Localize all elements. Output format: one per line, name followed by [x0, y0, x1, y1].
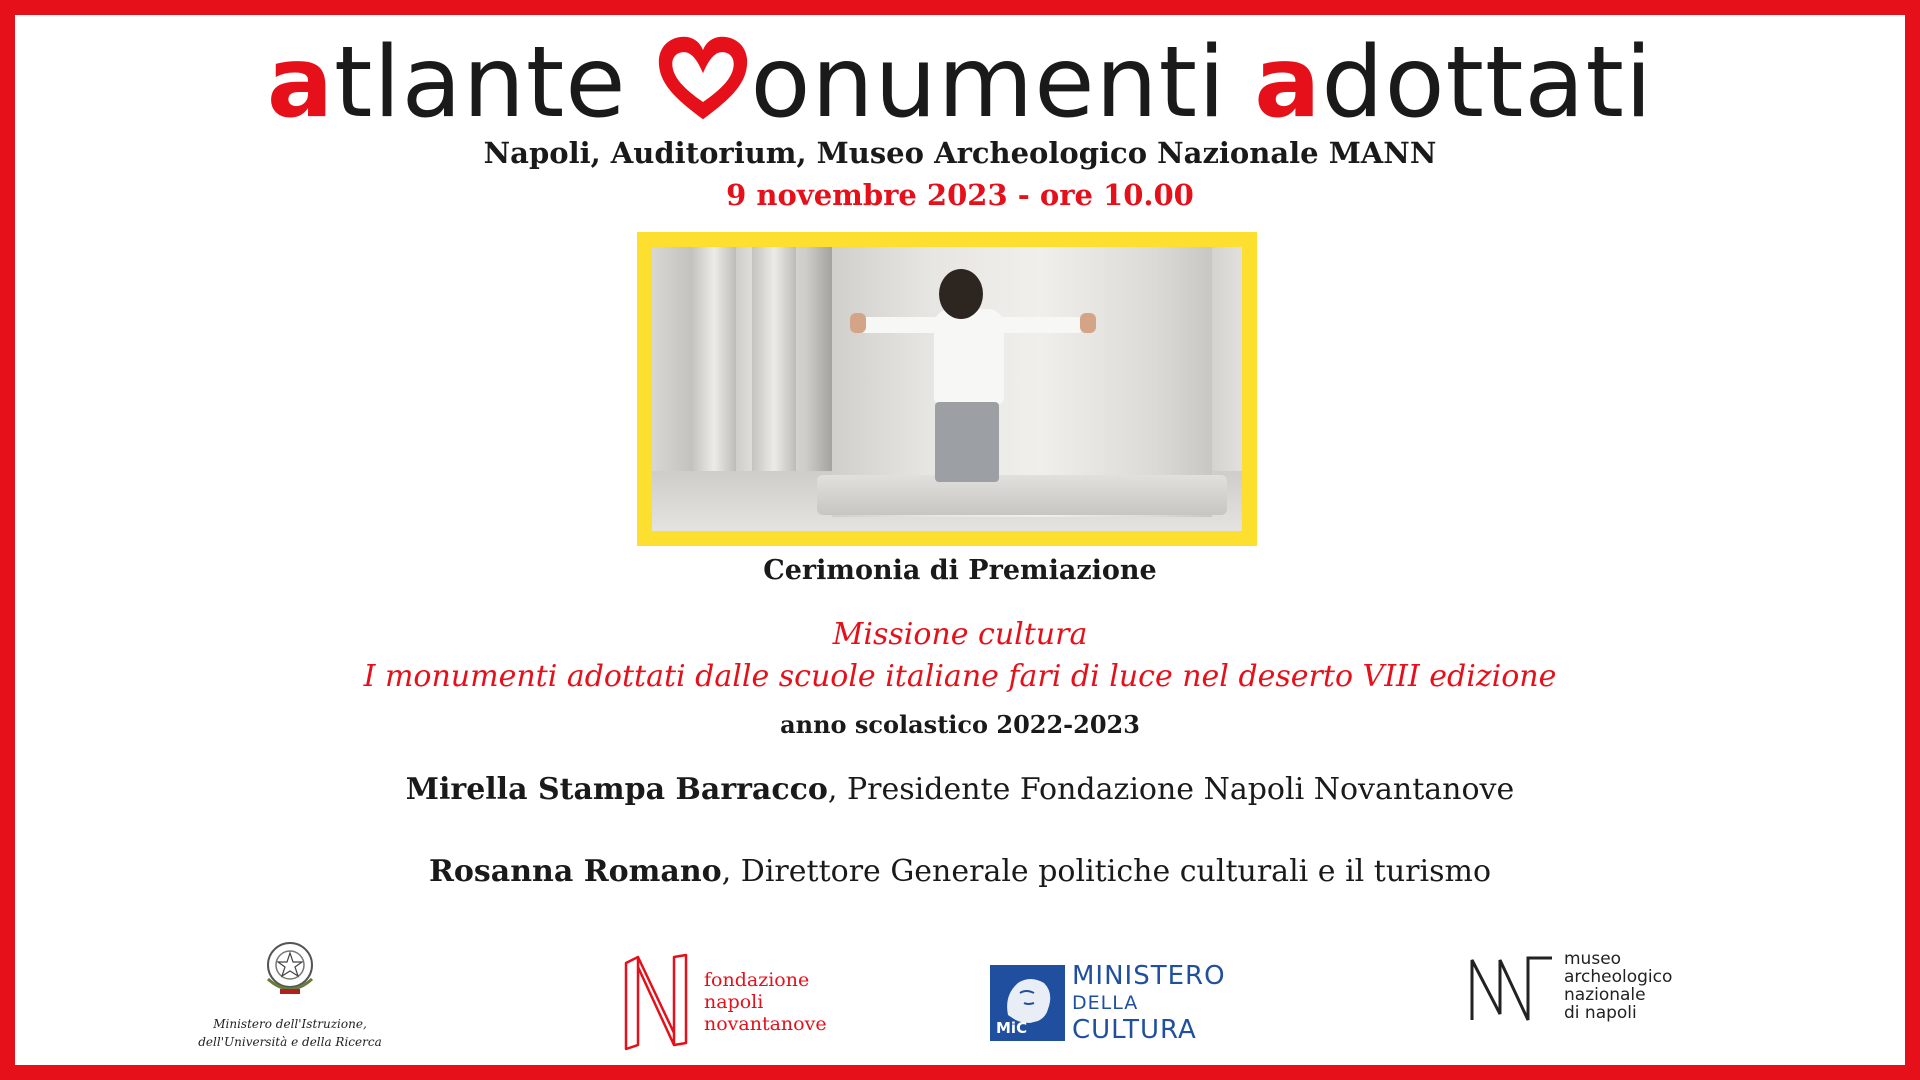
heart-m-icon	[655, 34, 751, 122]
fnn-line-3: novantanove	[704, 1013, 827, 1035]
column-base	[817, 475, 1227, 515]
title-initial-a2: a	[1254, 26, 1322, 140]
child-hand	[850, 313, 866, 333]
background-pillar	[752, 247, 796, 487]
speaker-name: Rosanna Romano	[428, 854, 722, 889]
mann-line-2: archeologico	[1564, 967, 1673, 987]
fnn-n-mark-icon	[622, 953, 692, 1053]
title-word-adottati: dottati	[1321, 26, 1654, 140]
mic-line-3: CULTURA	[1072, 1015, 1197, 1045]
child-body	[934, 309, 1004, 404]
mic-line-1: MINISTERO	[1072, 961, 1226, 991]
mic-line-2: DELLA	[1072, 992, 1139, 1014]
mission-line-1: Missione cultura	[832, 617, 1088, 652]
title-word-atlante: tlante	[334, 26, 627, 140]
fnn-line-2: napoli	[704, 991, 764, 1013]
child-legs	[935, 402, 999, 482]
title-initial-a: a	[266, 26, 334, 140]
mission-block	[0, 614, 1920, 698]
speaker-1	[0, 772, 1920, 807]
ceremony-title: Cerimonia di Premiazione	[763, 555, 1157, 586]
speaker-role: , Direttore Generale politiche culturali e il turismo	[721, 854, 1492, 889]
date-line: 9 novembre 2023 - ore 10.00	[726, 178, 1194, 212]
miur-line-2: dell'Università e della Ricerca	[198, 1035, 382, 1049]
fondazione-napoli-novantanove-logo	[622, 953, 842, 1053]
mic-badge	[990, 965, 1065, 1041]
miur-line-1: Ministero dell'Istruzione,	[213, 1017, 367, 1031]
child-hugging-column-image	[652, 247, 1242, 531]
background-pillar	[692, 247, 736, 487]
event-title	[0, 28, 1920, 138]
school-year: anno scolastico 2022-2023	[780, 710, 1140, 739]
mann-line-3: nazionale	[1564, 985, 1646, 1005]
mann-line-4: di napoli	[1564, 1003, 1637, 1023]
venue-line: Napoli, Auditorium, Museo Archeologico Nazionale MANN	[483, 136, 1437, 170]
child-head	[939, 269, 983, 319]
title-word-monumenti: onumenti	[750, 26, 1227, 140]
speaker-name: Mirella Stampa Barracco	[405, 772, 828, 807]
miur-logo	[185, 935, 395, 1055]
fnn-line-1: fondazione	[704, 969, 810, 991]
child-hand	[1080, 313, 1096, 333]
mann-logo	[1466, 950, 1696, 1040]
italian-republic-emblem-icon	[260, 935, 320, 999]
mann-m-mark-icon	[1466, 954, 1556, 1024]
ministero-cultura-logo	[990, 963, 1230, 1043]
mission-line-2: I monumenti adottati dalle scuole italiane fari di luce nel deserto VIII edizione	[363, 659, 1557, 694]
mann-line-1: museo	[1564, 949, 1622, 969]
mic-badge-label: MiC	[996, 1019, 1028, 1037]
event-photo	[637, 232, 1257, 546]
speaker-2	[0, 854, 1920, 889]
speaker-role: , Presidente Fondazione Napoli Novantanove	[827, 772, 1515, 807]
